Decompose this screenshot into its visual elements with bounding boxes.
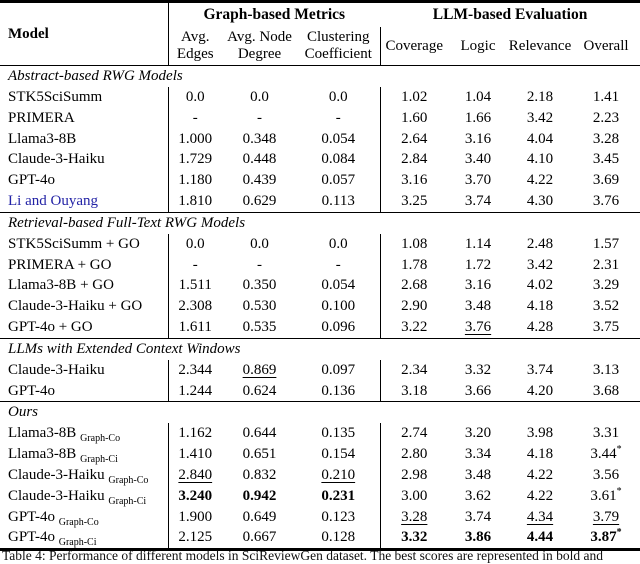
model-name: PRIMERA: [0, 108, 168, 129]
value-cell: 1.72: [464, 256, 492, 273]
value-cell: 3.16: [464, 277, 492, 294]
value-cell: 0.0: [328, 235, 348, 252]
value-cell: 2.840: [178, 466, 213, 483]
section-title: LLMs with Extended Context Windows: [8, 340, 241, 357]
model-name: GPT-4o $_{Graph-Ci}$: [0, 527, 168, 549]
value-cell: 1.60: [380, 108, 448, 129]
column-header-relevance: Relevance: [508, 37, 572, 54]
table-row: [0, 317, 640, 338]
model-name: GPT-4o: [0, 381, 168, 402]
model-name: STK5SciSumm + GO: [0, 234, 168, 255]
table-caption: Table 4: Performance of different models in SciReviewGen dataset. The best scores are represented in bold and: [2, 548, 603, 563]
value-cell: 0.832: [242, 466, 277, 483]
value-cell: 0.942: [242, 487, 277, 504]
section-title: Retrieval-based Full-Text RWG Models: [8, 214, 246, 231]
value-cell: 4.28: [526, 318, 554, 335]
value-cell: -: [192, 109, 198, 126]
value-cell: 2.308: [178, 298, 213, 315]
model-variant-subscript: Graph-Co: [80, 433, 121, 445]
value-cell: 1.162: [178, 425, 213, 442]
value-cell: 0.0: [250, 89, 269, 105]
value-cell: 3.29: [592, 277, 620, 294]
value-cell: 0.0: [328, 89, 348, 105]
value-cell: 4.22: [526, 172, 554, 189]
value-cell: 3.44*: [590, 444, 622, 463]
value-cell: 3.42: [526, 256, 554, 273]
table-row: [0, 234, 640, 255]
table-row: [0, 191, 640, 212]
table-row: [0, 129, 640, 150]
column-header-clustering-coefficient: Clustering Coefficient: [304, 29, 372, 62]
value-cell: 0.644: [242, 425, 277, 442]
value-cell: 0.097: [321, 361, 356, 378]
table-row: [0, 87, 640, 108]
value-cell: 2.68: [380, 275, 448, 296]
value-cell: 3.45: [592, 151, 620, 168]
value-cell: 2.84: [380, 149, 448, 170]
value-cell: 4.34: [526, 508, 554, 525]
value-cell: 3.56: [592, 466, 620, 483]
model-name: Claude-3-Haiku $_{Graph-Co}$: [0, 465, 168, 486]
value-cell: 0.0: [185, 89, 205, 105]
section-heading-row: [0, 402, 640, 424]
value-cell: 3.48: [464, 466, 492, 483]
value-cell: 2.48: [526, 235, 554, 252]
value-cell: 3.32: [464, 361, 492, 378]
section-heading-row: [0, 66, 640, 88]
value-cell: 0.096: [321, 318, 356, 335]
group-header-graph-metrics: Graph-based Metrics: [203, 6, 346, 23]
value-cell: 3.76: [464, 318, 492, 335]
value-cell: 3.74: [464, 192, 492, 209]
value-cell: 0.649: [242, 508, 277, 525]
value-cell: 3.68: [592, 382, 620, 399]
table-row: [0, 149, 640, 170]
significance-asterisk: *: [616, 444, 622, 456]
value-cell: 3.28: [380, 507, 448, 528]
value-cell: 3.34: [464, 446, 492, 463]
table-row: [0, 360, 640, 381]
value-cell: 1.611: [178, 318, 212, 335]
value-cell: 3.18: [380, 381, 448, 402]
column-header-avg-edges: Avg. Edges: [176, 29, 214, 62]
model-name: STK5SciSumm: [0, 87, 168, 108]
value-cell: 0.054: [321, 277, 356, 294]
model-name: Claude-3-Haiku + GO: [0, 296, 168, 317]
model-name: Claude-3-Haiku: [0, 360, 168, 381]
value-cell: 0.348: [242, 130, 277, 147]
value-cell: -: [192, 256, 198, 273]
value-cell: -: [335, 256, 341, 273]
value-cell: 2.23: [592, 109, 620, 126]
value-cell: 1.244: [178, 382, 213, 399]
value-cell: 0.629: [242, 192, 277, 209]
value-cell: 0.0: [185, 235, 205, 252]
value-cell: 0.084: [321, 151, 356, 168]
table-row: [0, 465, 640, 486]
model-variant-subscript: Graph-Ci: [80, 454, 118, 466]
value-cell: 1.78: [380, 255, 448, 276]
value-cell: 0.128: [321, 529, 356, 546]
value-cell: 0.439: [242, 172, 277, 189]
value-cell: 2.90: [380, 296, 448, 317]
model-name: Llama3-8B $_{Graph-Ci}$: [0, 444, 168, 465]
section-heading-row: [0, 212, 640, 234]
value-cell: 1.180: [178, 172, 213, 189]
value-cell: 0.123: [321, 508, 356, 525]
value-cell: 1.14: [464, 235, 492, 252]
value-cell: 0.231: [321, 487, 356, 504]
value-cell: 4.04: [526, 130, 554, 147]
value-cell: 2.74: [380, 423, 448, 444]
table-row: [0, 381, 640, 402]
model-name: GPT-4o $_{Graph-Co}$: [0, 507, 168, 528]
value-cell: 0.113: [321, 192, 355, 209]
value-cell: 0.448: [242, 151, 277, 168]
value-cell: 3.74: [526, 361, 554, 378]
value-cell: -: [335, 109, 341, 126]
value-cell: 4.22: [526, 487, 554, 504]
value-cell: 3.16: [464, 130, 492, 147]
table-row: [0, 296, 640, 317]
value-cell: 3.240: [178, 487, 213, 504]
model-variant-subscript: Graph-Ci: [108, 495, 147, 507]
value-cell: 2.34: [380, 360, 448, 381]
section-title: Abstract-based RWG Models: [8, 68, 183, 84]
value-cell: 1.66: [464, 109, 492, 126]
value-cell: 1.900: [178, 508, 213, 525]
value-cell: 3.40: [464, 151, 492, 168]
value-cell: 3.66: [464, 382, 492, 399]
value-cell: 1.41: [592, 89, 620, 105]
value-cell: 0.135: [321, 425, 356, 442]
value-cell: 0.057: [321, 172, 356, 189]
column-header-coverage: Coverage: [380, 27, 448, 66]
table-row: [0, 444, 640, 465]
section-heading-row: [0, 338, 640, 360]
value-cell: 1.000: [178, 130, 213, 147]
value-cell: 4.18: [526, 298, 554, 315]
value-cell: -: [257, 256, 262, 273]
value-cell: 4.10: [526, 151, 554, 168]
value-cell: 3.98: [526, 425, 554, 442]
value-cell: 1.511: [178, 277, 212, 294]
value-cell: 0.869: [242, 361, 277, 378]
value-cell: 2.31: [592, 256, 620, 273]
model-variant-subscript: Graph-Ci: [58, 537, 97, 549]
value-cell: 3.42: [526, 109, 554, 126]
value-cell: 0.054: [321, 130, 356, 147]
value-cell: 3.20: [464, 425, 492, 442]
model-name: GPT-4o: [0, 170, 168, 191]
table-row: [0, 275, 640, 296]
value-cell: 3.76: [592, 192, 620, 209]
value-cell: 4.02: [526, 277, 554, 294]
value-cell: 3.61*: [590, 485, 622, 504]
significance-asterisk: *: [616, 527, 622, 539]
value-cell: 1.04: [464, 89, 492, 105]
model-variant-subscript: Graph-Co: [108, 474, 149, 486]
value-cell: 0.624: [242, 382, 277, 399]
value-cell: 3.00: [380, 486, 448, 507]
section-title: Ours: [8, 404, 39, 421]
column-header-model: Model: [0, 2, 168, 66]
table-row: [0, 486, 640, 507]
table-row: [0, 108, 640, 129]
table-row: [0, 423, 640, 444]
value-cell: 1.08: [380, 234, 448, 255]
table-row: [0, 507, 640, 528]
value-cell: 3.79: [592, 508, 620, 525]
value-cell: 0.667: [242, 529, 277, 546]
model-name: Claude-3-Haiku: [0, 149, 168, 170]
value-cell: 0.530: [242, 298, 277, 315]
value-cell: 4.22: [526, 466, 554, 483]
value-cell: 0.350: [242, 277, 277, 294]
model-name: Claude-3-Haiku $_{Graph-Ci}$: [0, 486, 168, 507]
results-table-body: [0, 66, 640, 550]
citation-link[interactable]: Li and Ouyang: [0, 191, 168, 212]
value-cell: 1.410: [178, 446, 213, 463]
value-cell: -: [257, 109, 262, 126]
value-cell: 0.136: [321, 382, 356, 399]
value-cell: 3.32: [380, 527, 448, 549]
value-cell: 3.52: [592, 298, 620, 315]
model-name: Llama3-8B: [0, 129, 168, 150]
value-cell: 2.125: [178, 529, 213, 546]
value-cell: 1.02: [380, 87, 448, 108]
value-cell: 0.0: [250, 235, 269, 252]
value-cell: 1.810: [178, 192, 213, 209]
value-cell: 0.210: [321, 466, 356, 483]
column-header-avg-node-degree: Avg. Node Degree: [227, 29, 292, 62]
value-cell: 2.98: [380, 465, 448, 486]
table-row: [0, 527, 640, 549]
model-name: Llama3-8B + GO: [0, 275, 168, 296]
value-cell: 3.86: [464, 529, 492, 546]
value-cell: 3.69: [592, 172, 620, 189]
value-cell: 0.651: [242, 446, 277, 463]
value-cell: 2.64: [380, 129, 448, 150]
value-cell: 2.344: [178, 361, 213, 378]
header-group-row: [0, 2, 640, 28]
value-cell: 2.80: [380, 444, 448, 465]
column-header-overall: Overall: [583, 37, 629, 54]
value-cell: 3.75: [592, 318, 620, 335]
value-cell: 3.87*: [590, 527, 622, 546]
table-row: [0, 170, 640, 191]
value-cell: 3.16: [380, 170, 448, 191]
group-header-llm-evaluation: LLM-based Evaluation: [432, 6, 588, 23]
model-name: PRIMERA + GO: [0, 255, 168, 276]
value-cell: 0.154: [321, 446, 356, 463]
model-variant-subscript: Graph-Co: [58, 516, 99, 528]
value-cell: 3.25: [380, 191, 448, 212]
value-cell: 4.20: [526, 382, 554, 399]
value-cell: 3.48: [464, 298, 492, 315]
value-cell: 2.18: [526, 89, 554, 105]
value-cell: 0.535: [242, 318, 277, 335]
significance-asterisk: *: [616, 485, 622, 497]
value-cell: 4.44: [526, 529, 554, 546]
value-cell: 0.100: [321, 298, 356, 315]
value-cell: 4.30: [526, 192, 554, 209]
value-cell: 3.22: [380, 317, 448, 338]
value-cell: 3.74: [464, 508, 492, 525]
model-name: Llama3-8B $_{Graph-Co}$: [0, 423, 168, 444]
value-cell: 3.13: [592, 361, 620, 378]
value-cell: 3.70: [464, 172, 492, 189]
table-header: [0, 2, 640, 66]
column-header-logic: Logic: [460, 37, 496, 54]
value-cell: 3.31: [592, 425, 620, 442]
value-cell: 3.28: [592, 130, 620, 147]
value-cell: 1.729: [178, 151, 213, 168]
value-cell: 4.18: [526, 446, 554, 463]
value-cell: 3.62: [464, 487, 492, 504]
value-cell: 1.57: [592, 235, 620, 252]
table-row: [0, 255, 640, 276]
model-name: GPT-4o + GO: [0, 317, 168, 338]
